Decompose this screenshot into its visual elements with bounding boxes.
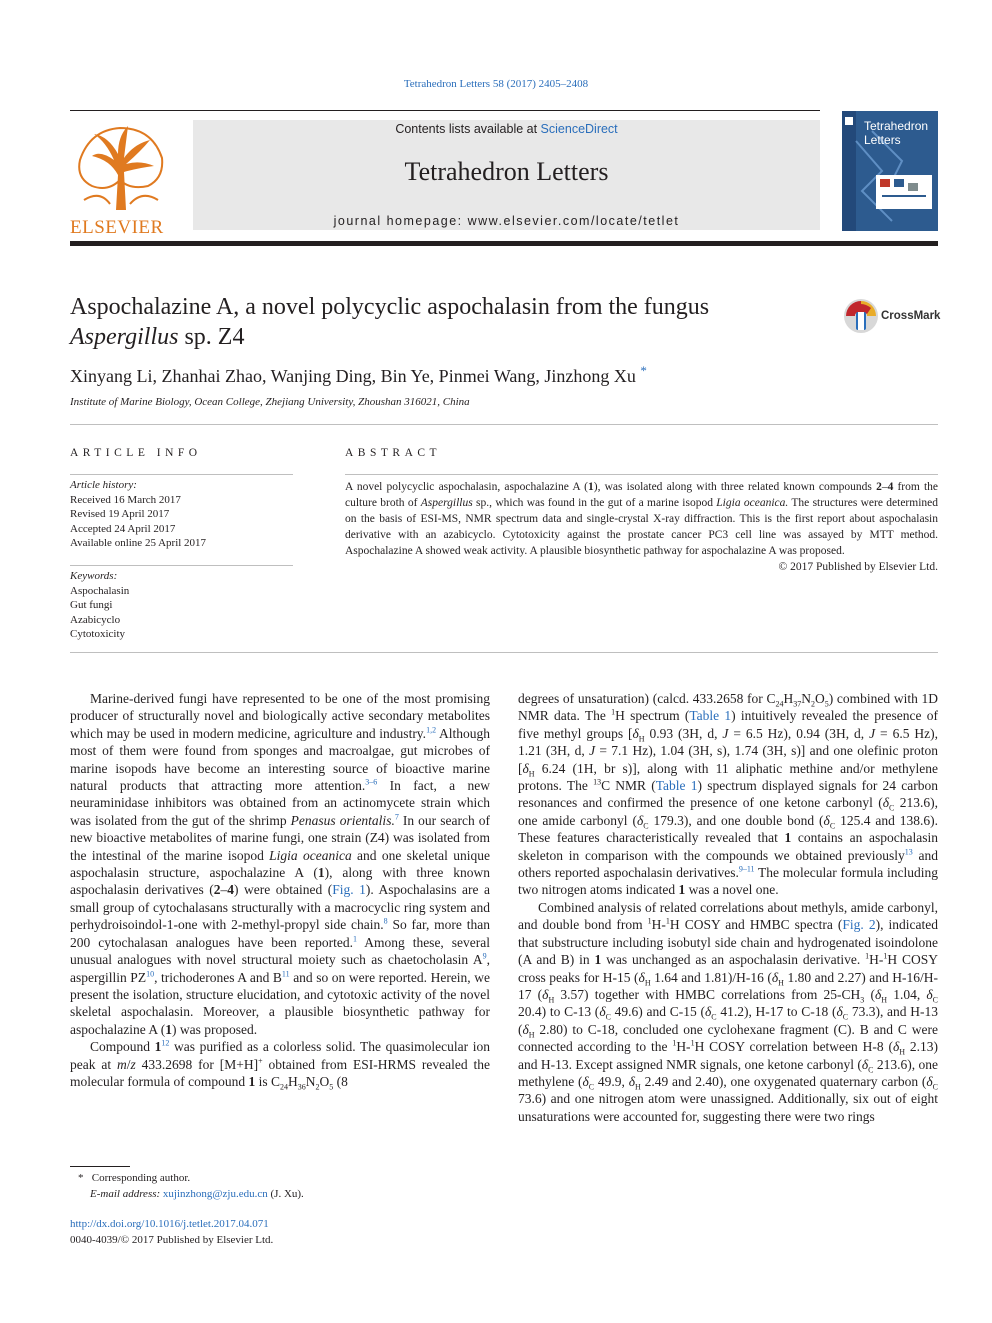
section-rule-top [70,424,938,425]
keyword-item: Aspochalasin [70,584,130,597]
keywords-label: Keywords: [70,570,118,582]
body-paragraph: Compound $1^{12}$ was purified as a colorless solid. The quasimolecular ion peak at m/z 433.2698 for [M+H]+ obtained from ESI-HRMS revealed the molecular formula of compound 1 is $C_{24}H_{36}N_2O_5$ (8 [70,1038,490,1092]
sciencedirect-link[interactable]: ScienceDirect [540,122,618,136]
affiliation: Institute of Marine Biology, Ocean College, Zhejiang University, Zhoushan 316021, China [70,396,470,408]
email-link[interactable]: xujinzhong@zju.edu.cn [162,1188,268,1200]
corresponding-star: * [78,1172,84,1184]
cover-title-2: Letters [864,133,901,147]
title-line-2 [70,322,810,352]
section-rule-bottom [70,652,938,653]
keywords-rule [70,565,293,566]
corresponding-note [78,1170,498,1186]
body-paragraph: Marine-derived fungi have represented to be one of the most promising producer of structurally novel and biologically active secondary metabolites which may be used in modern medicine, agriculture and industry.$^{1,2}$ Although most of them were found from sponges and macroalgae, gut microbes of marine isopods have become an interesting source of bioactive marine natural products that attracting more attention.$^{3-6}$ In fact, a new neuraminidase inhibitors was obtained from an actinomycete strain which was isolated from the gut of the shrimp Penasus orientalis.$^7$ In our search of new bioactive metabolites of marine fungi, one strain (Z4) was isolated from the intestinal of the marine isopod Ligia oceanica and one skeletal unique aspochalasin structure, aspochalazine A (1), along with three known aspochalasin derivatives (2–4) were obtained (Fig. 1). Aspochalasins are a small group of cytochalasans structurally with a macrocyclic ring system and perhydroisoindol-1-one with 2-methyl-propyl side chain.$^8$ So far, more than 200 cytochalasan analogues have been reported.$^1$ Among these, several unusual analogues with novel structural moiety such as chaetocholasin $A^9$, aspergillin PZ$^{10}$, trichoderones A and $B^{11}$ and so on were reported. Herein, we present the isolation, structure elucidation, and cytotoxic activity of the novel skeletal aspochalasin. Moreover, a plausible biosynthetic pathway for aspochalazine A (1) was proposed. [70,691,491,1037]
body-column-right [518,690,938,1125]
abstract-text [345,479,938,575]
doi-block [70,1216,490,1248]
abstract-paragraph: A novel polycyclic aspochalasin, aspochalazine A (1), was isolated along with three related known compounds 2–4 from the culture broth of Aspergillus sp., which was found in the gut of a marine isopod Ligia oceanica. The structures were determined on the basis of ESI-MS, NMR spectrum data and single-crystal X-ray diffraction. This is the first report about aspochalasin derivative with an azabicyclo. Cytotoxicity against the prostate cancer PC3 cell line was assayed by MTT method. Aspochalazine A showed weak activity. A plausible biosynthetic pathway for aspochalazine A was proposed. [345,481,939,557]
crossmark-icon [843,298,879,334]
history-revised: Revised 19 April 2017 [70,508,170,520]
article-info-rule [70,474,293,475]
journal-citation[interactable]: Tetrahedron Letters 58 (2017) 2405–2408 [403,78,589,90]
doi-link[interactable]: http://dx.doi.org/10.1016/j.tetlet.2017.04.071 [70,1218,269,1230]
cover-title-1: Tetrahedron [864,119,929,133]
history-online: Available online 25 April 2017 [70,537,207,549]
abstract-rule [345,474,938,475]
issn-line: 0040-4039/© 2017 Published by Elsevier Ltd. [70,1234,274,1246]
keyword-item: Cytotoxicity [70,628,125,640]
corresponding-text: Corresponding author. [91,1172,191,1184]
article-title [70,292,810,352]
journal-title: Tetrahedron Letters [404,157,609,186]
title-species: sp. Z4 [178,324,245,350]
email-label: E-mail address: [90,1188,161,1200]
keyword-item: Gut fungi [70,599,113,611]
footnote-block [78,1170,498,1202]
email-note [78,1186,498,1202]
title-genus: Aspergillus [70,324,179,350]
abstract-copyright: © 2017 Published by Elsevier Ltd. [778,561,938,573]
elsevier-logo[interactable] [70,120,170,238]
authors-text: Xinyang Li, Zhanhai Zhao, Wanjing Ding, Bin Ye, Pinmei Wang, Jinzhong Xu [70,366,636,386]
corresponding-author-mark[interactable]: * [640,363,647,378]
history-accepted: Accepted 24 April 2017 [70,522,176,535]
crossmark-label: CrossMark [881,310,941,322]
contents-line [193,122,820,136]
title-line-1: Aspochalazine A, a novel polycyclic aspochalasin from the fungus [70,294,710,320]
crossmark-badge[interactable] [843,298,943,334]
header-rule [70,110,820,111]
history-received: Received 16 March 2017 [70,493,181,506]
keyword-item: Azabicyclo [70,613,121,626]
journal-homepage[interactable]: journal homepage: www.elsevier.com/locate/tetlet [333,214,680,228]
body-paragraph: Combined analysis of related correlations about methyls, amide carbonyl, and double bond from $^1$H-$^1$H COSY and HMBC spectra (Fig. 2), indicated that substructure including isobutyl side chain and hydrogenated isoindolone (A and B) in 1 was unchanged as an aspochalasin derivative. $^1$H-$^1$H COSY cross peaks for H-15 ($\delta_H$ 1.64 and 1.81)/H-16 ($\delta_H$ 1.80 and 2.27) and H-16/H-17 ($\delta_H$ 3.57) together with HMBC correlations from $25-CH_3$ ($\delta_H$ 1.04, $\delta_C$ 20.4) to C-13 ($\delta_C$ 49.6) and C-15 ($\delta_C$ 41.2), H-17 to C-18 ($\delta_C$ 73.3), and H-13 ($\delta_H$ 2.80) to C-18, concluded one cyclohexane fragment (C). B and C were connected according to the $^1$H-$^1$H COSY correlation between H-8 ($\delta_H$ 2.13) and H-13. Except assigned NMR signals, one ketone carbonyl ($\delta_C$ 213.6), one methylene ($\delta_C$ 49.9, $\delta_H$ 2.49 and 2.40), one oxygenated quaternary carbon ($\delta_C$ 73.6) and one nitrogen atom were unassigned. Additionally, six out of eight unsaturations were accounted for, suggesting there were two rings [518,899,939,1124]
publisher-name: ELSEVIER [70,217,164,238]
abstract-heading: ABSTRACT [345,447,442,459]
keywords-block [70,569,293,642]
footnote-rule [70,1166,130,1167]
body-paragraph: degrees of unsaturation) (calcd. 433.2658 for $C_{24}H_{37}N_2O_5$) combined with 1D NMR data. The $^1$H spectrum (Table 1) intuitively revealed the presence of five methyl groups [$\delta_H$ 0.93 (3H, d, J = 6.5 Hz), 0.94 (3H, d, J = 6.5 Hz), 1.21 (3H, d, J = 7.1 Hz), 1.04 (3H, s), 1.74 (3H, s)] and one olefinic proton [$\delta_H$ 6.24 (1H, br s)], along with 11 aliphatic methine and/or methylene protons. The $^{13}$C NMR (Table 1) spectrum displayed signals for 24 carbon resonances and confirmed the presence of one ketone carbonyl ($\delta_C$ 213.6), one amide carbonyl ($\delta_C$ 179.3), and one double bond ($\delta_C$ 125.4 and 138.6). These features characteristically revealed that 1 contains an aspochalasin skeleton in comparison with the compounds we obtained previously$^{13}$ and others reported aspochalasin derivatives.$^{9-11}$ The molecular formula including two nitrogen atoms indicated 1 was a novel one. [518,691,939,898]
article-history [70,478,293,551]
email-suffix: (J. Xu). [267,1188,304,1200]
contents-prefix: Contents lists available at [395,122,541,136]
author-list [70,363,870,387]
elsevier-tree-icon [70,120,170,212]
journal-cover[interactable] [842,111,938,231]
history-label: Article history: [70,479,137,491]
body-column-left [70,690,490,1090]
article-info-heading: ARTICLE INFO [70,447,202,459]
header-thick-rule [70,241,938,246]
